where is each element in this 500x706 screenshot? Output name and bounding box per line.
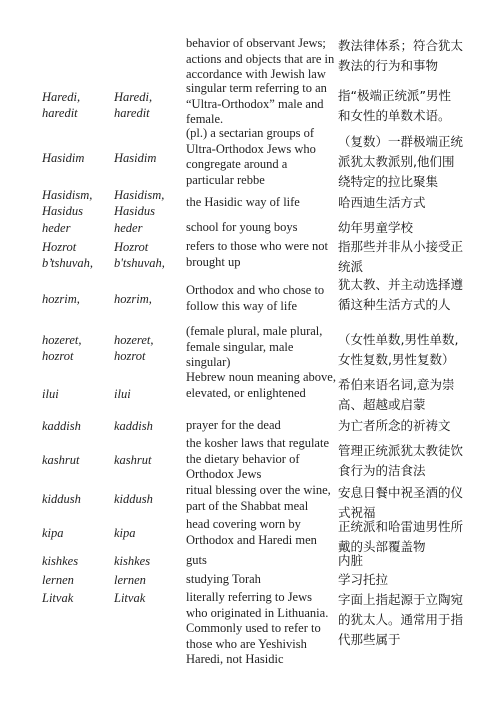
english-definition: the Hasidic way of life <box>186 195 300 209</box>
transliteration: Hozrot b'tshuvah, <box>114 240 165 270</box>
term: kishkes <box>42 554 79 568</box>
english-definition: Hebrew noun meaning above, elevated, or enlightened <box>186 370 336 400</box>
transliteration: hozrim, <box>114 292 152 306</box>
transliteration: kaddish <box>114 419 153 433</box>
chinese-definition: 希伯来语名词,意为崇高、超越或启蒙 <box>338 377 455 412</box>
chinese-definition: 为亡者所念的祈祷文 <box>338 418 451 433</box>
english-definition: head covering worn by Orthodox and Haredi men <box>186 517 317 547</box>
term: Hozrot b’tshuvah, <box>42 240 94 270</box>
chinese-definition: 教法律体系；符合犹太教法的行为和事物 <box>338 38 464 73</box>
chinese-definition: 指那些并非从小接受正统派 <box>338 239 464 274</box>
term: lernen <box>42 573 74 587</box>
chinese-definition: 哈西迪生活方式 <box>338 195 426 210</box>
chinese-definition: （女性单数,男性单数,女性复数,男性复数） <box>338 332 459 367</box>
chinese-definition: 学习托拉 <box>338 572 389 587</box>
transliteration: Haredi, haredit <box>114 90 153 120</box>
transliteration: Hasidism, Hasidus <box>114 188 165 218</box>
transliteration: hozeret, hozrot <box>114 333 154 363</box>
term: hozeret, hozrot <box>42 333 82 363</box>
term: hozrim, <box>42 292 80 306</box>
term: kaddish <box>42 419 81 433</box>
english-definition: studying Torah <box>186 572 261 586</box>
english-definition: school for young boys <box>186 220 298 234</box>
transliteration: ilui <box>114 387 131 401</box>
chinese-definition: 字面上指起源于立陶宛的犹太人。通常用于指代那些属于 <box>338 592 464 647</box>
english-definition: (female plural, male plural, female singular, male singular) <box>186 324 323 369</box>
chinese-definition: （复数）一群极端正统派犹太教派别,他们围绕特定的拉比聚集 <box>338 134 464 189</box>
english-definition: ritual blessing over the wine, part of the Shabbat meal <box>186 483 331 513</box>
transliteration: Litvak <box>114 591 146 605</box>
term: Litvak <box>42 591 74 605</box>
term: heder <box>42 221 71 235</box>
english-definition: Orthodox and who chose to follow this way of life <box>186 283 325 313</box>
chinese-definition: 安息日餐中祝圣酒的仪式祝福 <box>338 485 464 520</box>
transliteration: kashrut <box>114 453 152 467</box>
english-definition: singular term referring to an “Ultra-Orthodox” male and female. <box>186 81 327 126</box>
transliteration: kipa <box>114 526 136 540</box>
english-definition: behavior of observant Jews; actions and objects that are in accordance with Jewish law <box>186 36 335 81</box>
english-definition: literally referring to Jews who originated in Lithuania. Commonly used to refer to those who are Yeshivish Haredi, not Hasidic <box>186 590 329 666</box>
term: kipa <box>42 526 64 540</box>
transliteration: heder <box>114 221 143 235</box>
english-definition: prayer for the dead <box>186 418 281 432</box>
term: kashrut <box>42 453 80 467</box>
english-definition: the kosher laws that regulate the dietary behavior of Orthodox Jews <box>186 436 330 481</box>
transliteration: kiddush <box>114 492 153 506</box>
transliteration: Hasidim <box>114 151 157 165</box>
english-definition: (pl.) a sectarian groups of Ultra-Orthodox Jews who congregate around a particular rebbe <box>186 126 316 187</box>
english-definition: guts <box>186 553 207 567</box>
term: ilui <box>42 387 59 401</box>
term: kiddush <box>42 492 81 506</box>
transliteration: lernen <box>114 573 146 587</box>
english-definition: refers to those who were not brought up <box>186 239 328 269</box>
term: Hasidim <box>42 151 85 165</box>
term: Hasidism, Hasidus <box>42 188 93 218</box>
transliteration: kishkes <box>114 554 151 568</box>
chinese-definition: 管理正统派犹太教徒饮食行为的洁食法 <box>338 443 464 478</box>
term: Haredi, haredit <box>42 90 81 120</box>
chinese-definition: 正统派和哈雷迪男性所戴的头部覆盖物 <box>338 519 464 554</box>
chinese-definition: 幼年男童学校 <box>338 220 414 235</box>
chinese-definition: 指“极端正统派”男性和女性的单数术语。 <box>338 88 451 123</box>
chinese-definition: 内脏 <box>338 553 364 568</box>
chinese-definition: 犹太教、并主动选择遵循这种生活方式的人 <box>338 277 464 312</box>
